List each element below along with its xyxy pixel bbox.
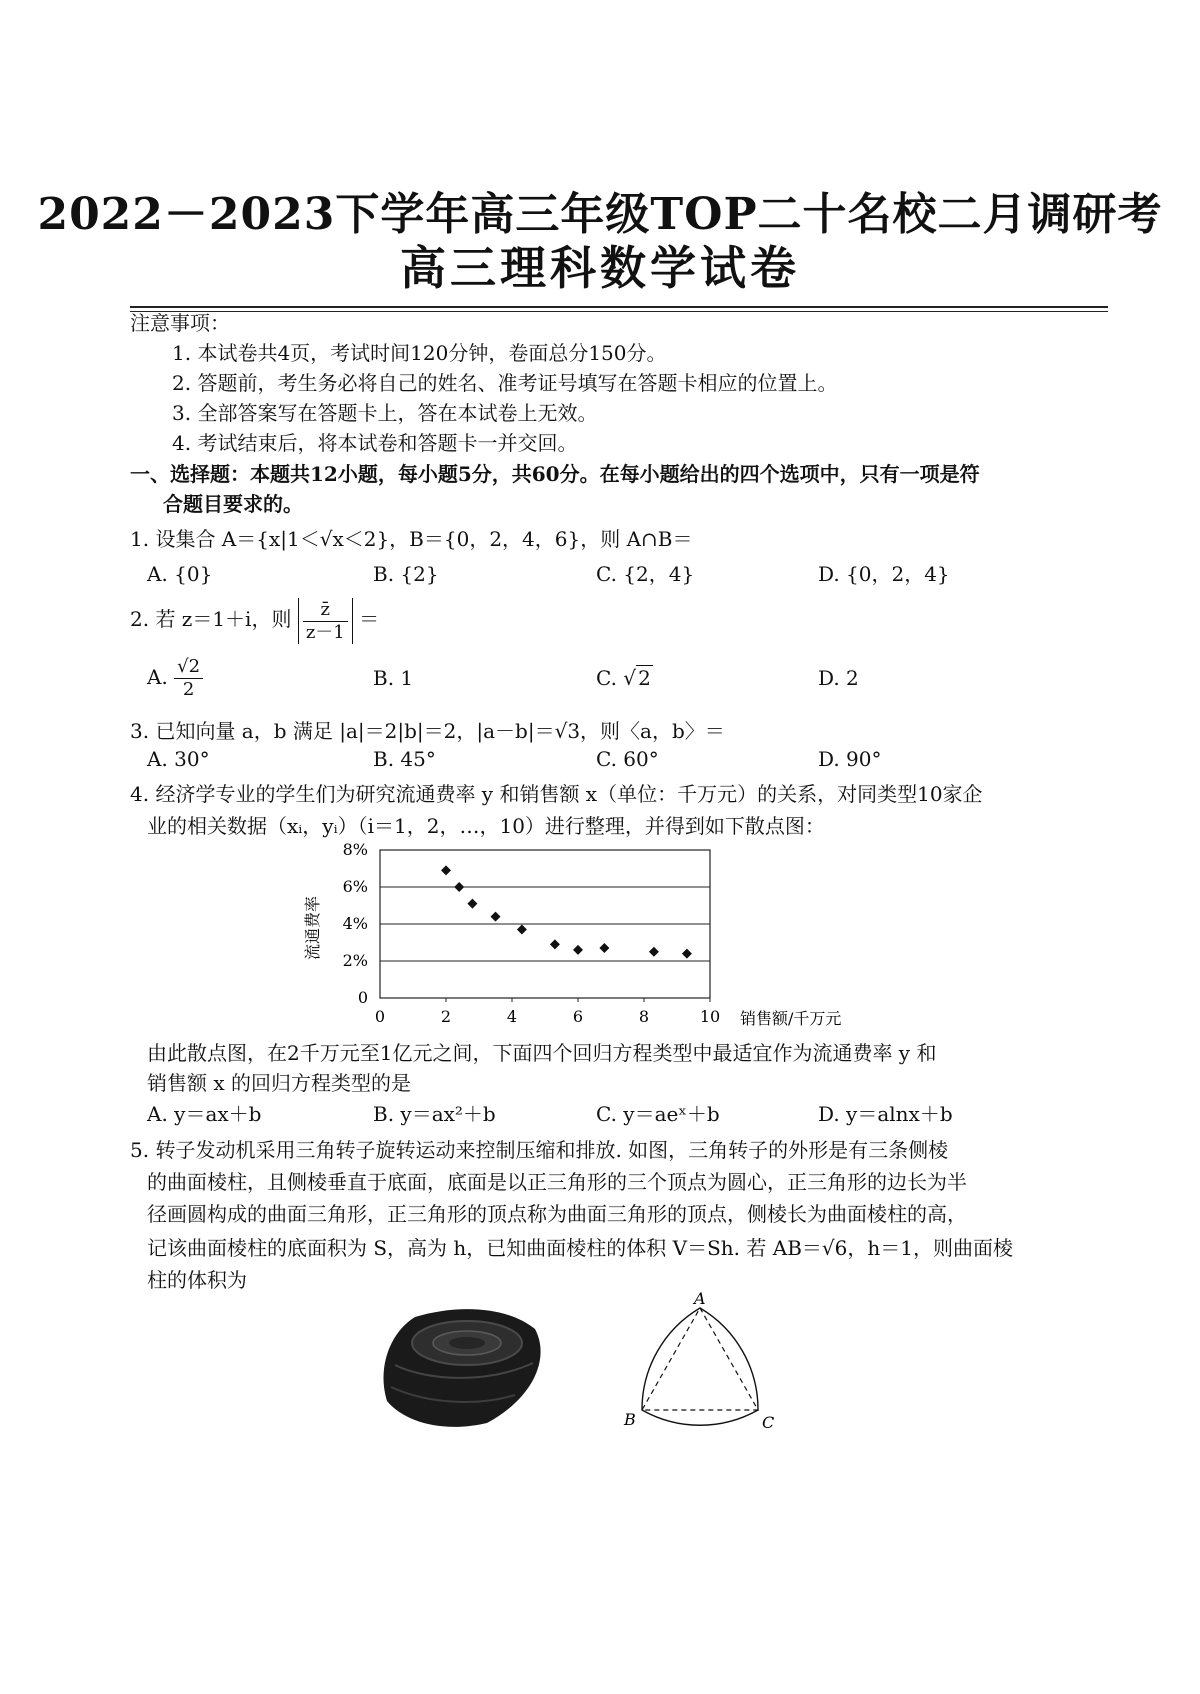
q1-option-a: A. {0} — [147, 562, 213, 586]
question-2-stem — [130, 597, 379, 644]
data-point — [649, 947, 659, 957]
q2-stem-prefix: 2. 若 z＝1＋i，则 — [130, 607, 292, 631]
data-point — [441, 865, 451, 875]
y-tick-label: 4% — [342, 914, 368, 933]
q2-option-a — [147, 655, 203, 701]
q2-option-c: C. √ 2 — [596, 666, 651, 690]
notice-item-4: 4. 考试结束后，将本试卷和答题卡一并交回。 — [172, 431, 578, 455]
x-tick-label: 0 — [374, 1007, 386, 1026]
question-5-line1: 5. 转子发动机采用三角转子旋转运动来控制压缩和排放. 如图，三角转子的外形是有三条侧棱 — [130, 1138, 949, 1162]
q3-option-c: C. 60° — [596, 747, 659, 771]
question-5-line3: 径画圆构成的曲面三角形，正三角形的顶点称为曲面三角形的顶点，侧棱长为曲面棱柱的高， — [147, 1202, 967, 1226]
q2-option-a-denominator: 2 — [182, 679, 195, 700]
section-heading-cont: 合题目要求的。 — [163, 492, 303, 516]
x-tick-label: 2 — [440, 1007, 452, 1026]
vertex-label-b: B — [624, 1410, 636, 1429]
q2-option-a-fraction — [174, 656, 203, 701]
y-axis-title: 流通费率 — [303, 895, 322, 960]
question-4-stem-line2: 业的相关数据（xᵢ，yᵢ）（i＝1，2，…，10）进行整理，并得到如下散点图： — [147, 814, 825, 838]
q1-option-b: B. {2} — [373, 562, 439, 586]
question-4-after-line2: 销售额 x 的回归方程类型的是 — [147, 1071, 411, 1095]
question-4-stem-line1: 4. 经济学专业的学生们为研究流通费率 y 和销售额 x（单位：千万元）的关系，对同类型10家企 — [130, 782, 983, 806]
question-1-stem: 1. 设集合 A＝{x|1＜√x＜2}，B＝{0，2，4，6}，则 A∩B＝ — [130, 527, 693, 551]
y-tick-label: 6% — [342, 877, 368, 896]
q1-option-c: C. {2，4} — [596, 562, 695, 586]
title-divider-thin — [130, 311, 1108, 312]
data-point — [599, 943, 609, 953]
data-point — [573, 945, 583, 955]
q2-abs-expression — [298, 598, 353, 644]
vertex-label-c: C — [762, 1413, 775, 1432]
notice-item-3: 3. 全部答案写在答题卡上，答在本试卷上无效。 — [172, 401, 598, 425]
q4-option-b: B. y＝ax²＋b — [373, 1102, 496, 1126]
q3-option-b: B. 45° — [373, 747, 436, 771]
vertex-label-a: A — [694, 1290, 706, 1308]
q2-fraction-numerator: z̄ — [303, 599, 348, 622]
scatter-chart — [290, 840, 890, 1040]
question-5-line2: 的曲面棱柱，且侧棱垂直于底面，底面是以正三角形的三个顶点为圆心，正三角形的边长为半 — [147, 1170, 967, 1194]
x-tick-labels — [375, 998, 720, 1026]
notice-item-1: 1. 本试卷共4页，考试时间120分钟，卷面总分150分。 — [172, 341, 667, 365]
data-point — [467, 899, 477, 909]
notice-item-2: 2. 答题前，考生务必将自己的姓名、准考证号填写在答题卡相应的位置上。 — [172, 371, 838, 395]
notice-heading: 注意事项： — [130, 311, 230, 335]
data-point — [454, 882, 464, 892]
curved-triangle-outline — [642, 1308, 758, 1425]
data-point — [682, 949, 692, 959]
question-5-line4: 记该曲面棱柱的底面积为 S，高为 h，已知曲面棱柱的体积 V＝Sh. 若 AB＝√6，h＝1，则曲面棱 — [147, 1236, 1013, 1260]
data-point — [550, 939, 560, 949]
q3-option-d: D. 90° — [818, 747, 882, 771]
inner-equilateral-triangle — [642, 1308, 758, 1410]
q4-option-c: C. y＝aeˣ＋b — [596, 1102, 720, 1126]
y-tick-label: 2% — [342, 951, 368, 970]
q2-option-d: D. 2 — [818, 666, 859, 690]
x-tick-label: 6 — [572, 1007, 584, 1026]
exam-title: 2022－2023下学年高三年级TOP二十名校二月调研考 — [37, 189, 1163, 240]
x-tick-label: 10 — [699, 1007, 721, 1026]
question-5-line5: 柱的体积为 — [147, 1268, 247, 1292]
y-tick-label: 0 — [357, 988, 368, 1007]
q4-option-d: D. y＝alnx＋b — [818, 1102, 953, 1126]
q4-option-a: A. y＝ax＋b — [147, 1102, 262, 1126]
question-3-stem: 3. 已知向量 a，b 满足 |a|＝2|b|＝2，|a－b|＝√3，则〈a，b〉＝ — [130, 719, 725, 743]
x-axis-title: 销售额/千万元 — [740, 1009, 842, 1028]
q2-fraction — [303, 599, 348, 644]
gridlines — [380, 887, 710, 961]
exam-subtitle: 高三理科数学试卷 — [400, 241, 800, 295]
question-4-after-line1: 由此散点图，在2千万元至1亿元之间，下面四个回归方程类型中最适宜作为流通费率 y 和 — [147, 1041, 937, 1065]
q2-option-c-radicand: 2 — [638, 666, 651, 690]
q2-option-b: B. 1 — [373, 666, 414, 690]
y-tick-labels — [343, 840, 368, 1007]
rotor-photo — [375, 1305, 555, 1435]
data-point — [491, 912, 501, 922]
q2-option-a-label: A. — [147, 665, 168, 689]
x-tick-label: 4 — [506, 1007, 518, 1026]
q2-option-c-label: C. — [596, 666, 617, 690]
q1-option-d: D. {0，2，4} — [818, 562, 950, 586]
data-points — [441, 865, 692, 958]
reuleaux-triangle-figure — [610, 1290, 810, 1450]
x-tick-label: 8 — [638, 1007, 650, 1026]
y-tick-label: 8% — [342, 840, 368, 859]
title-divider — [130, 306, 1108, 308]
q2-fraction-denominator: z－1 — [305, 621, 345, 643]
q2-stem-suffix: ＝ — [359, 607, 380, 631]
q3-option-a: A. 30° — [147, 747, 210, 771]
q2-option-a-numerator: √2 — [174, 656, 203, 679]
data-point — [517, 925, 527, 935]
section-heading: 一、选择题：本题共12小题，每小题5分，共60分。在每小题给出的四个选项中，只有一项是符 — [130, 462, 980, 486]
